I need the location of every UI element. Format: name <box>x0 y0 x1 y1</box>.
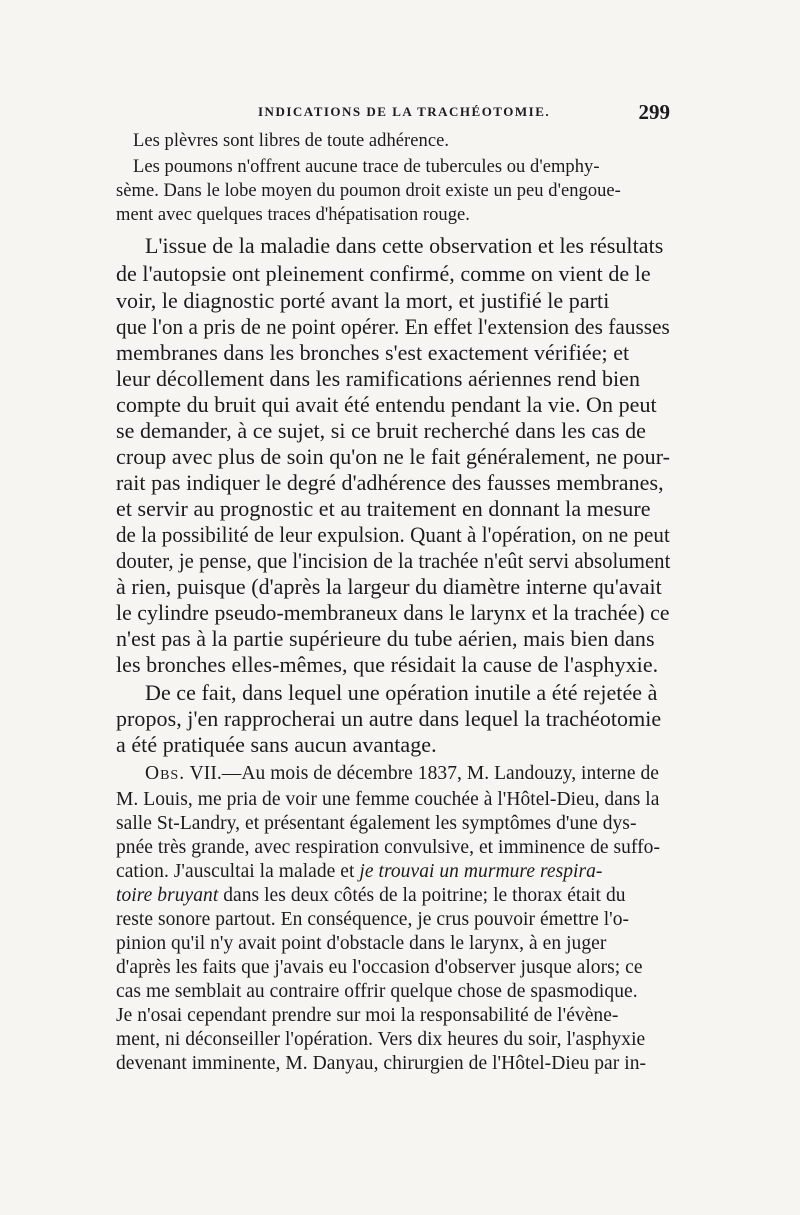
observation-line <box>116 861 602 883</box>
paragraph-line: a été pratiquée sans aucun avantage. <box>116 732 437 757</box>
paragraph-line: rait pas indiquer le degré d'adhérence des fausses membranes, <box>116 470 664 495</box>
observation-line: cas me semblait au contraire offrir quelque chose de spasmodique. <box>116 981 638 1002</box>
paragraph-line: De ce fait, dans lequel une opération inutile a été rejetée à <box>145 680 658 705</box>
paragraph-line: membranes dans les bronches s'est exactement vérifiée; et <box>116 340 630 365</box>
observation-line: d'après les faits que j'avais eu l'occasion d'observer jusque alors; ce <box>116 957 643 978</box>
paragraph-line: se demander, à ce sujet, si ce bruit recherché dans les cas de <box>116 418 646 443</box>
autopsy-note-line: ment avec quelques traces d'hépatisation rouge. <box>116 205 470 225</box>
observation-line: devenant imminente, M. Danyau, chirurgien de l'Hôtel-Dieu par in- <box>116 1053 647 1074</box>
page-number: 299 <box>638 100 670 124</box>
observation-line: reste sonore partout. En conséquence, je crus pouvoir émettre l'o- <box>116 909 630 930</box>
paragraph-line: leur décollement dans les ramifications aériennes rend bien <box>116 366 641 391</box>
autopsy-note-line: sème. Dans le lobe moyen du poumon droit existe un peu d'engoue- <box>116 181 621 201</box>
page-header <box>116 100 670 128</box>
observation-line: ment, ni déconseiller l'opération. Vers dix heures du soir, l'asphyxie <box>116 1029 646 1050</box>
observation-text: cation. J'auscultai la malade et <box>116 861 360 882</box>
observation-text: dans les deux côtés de la poitrine; le thorax était du <box>218 885 626 906</box>
observation-heading-line <box>145 763 659 785</box>
paragraph-line: de l'autopsie ont pleinement confirmé, comme on vient de le <box>116 261 651 286</box>
running-title: INDICATIONS DE LA TRACHÉOTOMIE. <box>258 104 551 119</box>
observation-line: pinion qu'il n'y avait point d'obstacle dans le larynx, à en juger <box>116 933 607 954</box>
paragraph-line: que l'on a pris de ne point opérer. En effet l'extension des fausses <box>116 314 670 339</box>
observation-text: VII.—Au mois de décembre 1837, M. Landouzy, interne de <box>185 763 659 784</box>
paragraph-line: L'issue de la maladie dans cette observation et les résultats <box>145 233 664 258</box>
observation-line: M. Louis, me pria de voir une femme couchée à l'Hôtel-Dieu, dans la <box>116 789 660 810</box>
paragraph-line: à rien, puisque (d'après la largeur du diamètre interne qu'avait <box>116 574 662 599</box>
paragraph-line: et servir au prognostic et au traitement en donnant la mesure <box>116 496 651 521</box>
observation-line: salle St-Landry, et présentant également les symptômes d'une dys- <box>116 813 637 834</box>
observation-line: Je n'osai cependant prendre sur moi la responsabilité de l'évène- <box>116 1005 619 1026</box>
paragraph-line: propos, j'en rapprocherai un autre dans lequel la trachéotomie <box>116 706 662 731</box>
paragraph-line: les bronches elles-mêmes, que résidait la cause de l'asphyxie. <box>116 652 659 677</box>
observation-line: pnée très grande, avec respiration convulsive, et imminence de suffo- <box>116 837 661 858</box>
autopsy-note-line: Les plèvres sont libres de toute adhérence. <box>133 131 450 151</box>
paragraph-line: n'est pas à la partie supérieure du tube aérien, mais bien dans <box>116 626 655 651</box>
observation-italic-text: toire bruyant <box>116 885 219 906</box>
paragraph-line: croup avec plus de soin qu'on ne le fait généralement, ne pour- <box>116 444 671 469</box>
observation-label: Obs. <box>145 763 186 784</box>
paragraph-line: de la possibilité de leur expulsion. Quant à l'opération, on ne peut <box>116 522 670 547</box>
observation-line <box>116 885 626 907</box>
paragraph-line: voir, le diagnostic porté avant la mort, et justifié le parti <box>116 288 610 313</box>
paragraph-line: le cylindre pseudo-membraneux dans le larynx et la trachée) ce <box>116 600 670 625</box>
paragraph-line: douter, je pense, que l'incision de la trachée n'eût servi absolument <box>116 548 671 573</box>
observation-italic-text: je trouvai un murmure respira- <box>359 861 603 882</box>
paragraph-line: compte du bruit qui avait été entendu pendant la vie. On peut <box>116 392 657 417</box>
autopsy-note-line: Les poumons n'offrent aucune trace de tubercules ou d'emphy- <box>133 157 600 177</box>
